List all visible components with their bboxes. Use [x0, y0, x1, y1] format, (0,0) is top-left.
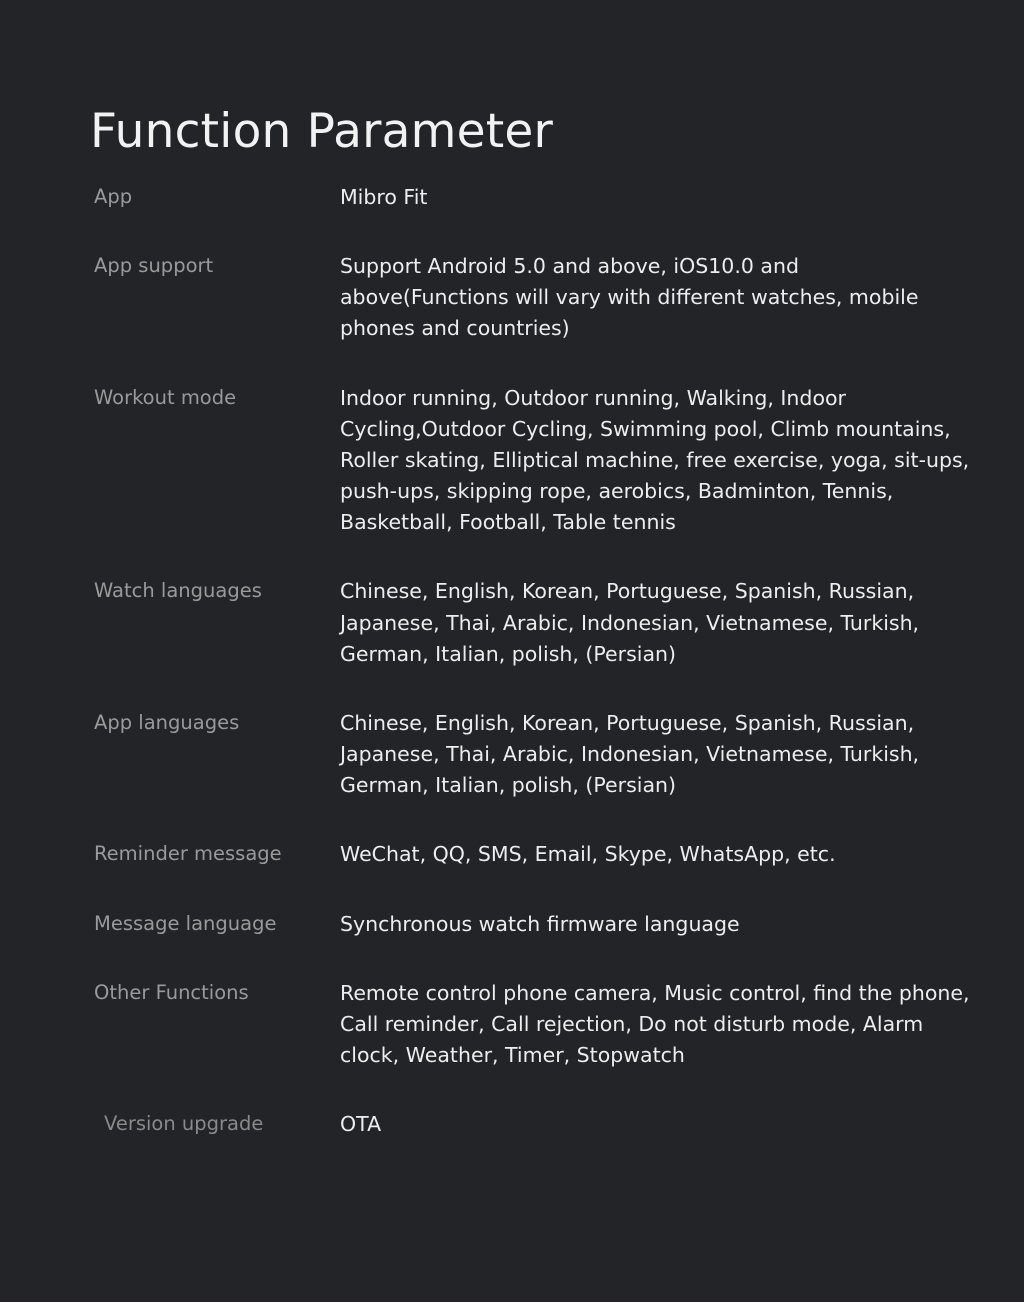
table-row: [94, 909, 974, 978]
spec-value-app-support: Support Android 5.0 and above, iOS10.0 and above(Functions will vary with different watches, mobile phones and countries): [340, 254, 919, 341]
spec-label-workout-mode: Workout mode: [94, 385, 237, 409]
spec-value-app: Mibro Fit: [340, 185, 428, 209]
table-row: [94, 383, 974, 577]
spec-value-other-functions: Remote control phone camera, Music control, find the phone, Call reminder, Call rejection, Do not disturb mode, Alarm clock, Weather, Timer, Stopwatch: [340, 980, 970, 1067]
specification-table: [94, 182, 974, 1140]
spec-value-version-upgrade: OTA: [340, 1112, 382, 1137]
spec-label-version-upgrade: Version upgrade: [104, 1112, 264, 1136]
spec-label-watch-languages: Watch languages: [94, 579, 262, 603]
spec-label-app-support: App support: [94, 254, 214, 278]
spec-label-app: App: [94, 185, 133, 208]
spec-value-app-languages: Chinese, English, Korean, Portuguese, Spanish, Russian, Japanese, Thai, Arabic, Indonesian, Vietnamese, Turkish, German, Italian, polish, (Persian): [340, 710, 920, 798]
spec-value-message-language: Synchronous watch firmware language: [340, 911, 740, 936]
spec-label-app-languages: App languages: [94, 710, 240, 734]
table-row: [94, 708, 974, 839]
table-row: [94, 576, 974, 707]
spec-label-reminder-message: Reminder message: [94, 842, 282, 866]
table-row: [94, 251, 974, 382]
spec-value-reminder-message: WeChat, QQ, SMS, Email, Skype, WhatsApp, etc.: [340, 842, 836, 867]
spec-label-other-functions: Other Functions: [94, 980, 249, 1004]
spec-value-workout-mode: Indoor running, Outdoor running, Walking, Indoor Cycling,Outdoor Cycling, Swimming pool, Climb mountains, Roller skating, Elliptical machine, free exercise, yoga, sit-ups, push-ups, skipping rope, aerobics, Badminton, Tennis, Basketball, Football, Table tennis: [340, 385, 970, 535]
spec-value-watch-languages: Chinese, English, Korean, Portuguese, Spanish, Russian, Japanese, Thai, Arabic, Indonesian, Vietnamese, Turkish, German, Italian, polish, (Persian): [340, 579, 920, 666]
table-row: [94, 1109, 974, 1140]
page-title: Function Parameter: [90, 104, 553, 160]
specification-table-body: [94, 182, 974, 1140]
table-row: [94, 978, 974, 1109]
table-row: [94, 839, 974, 908]
spec-label-message-language: Message language: [94, 911, 277, 935]
table-row: [94, 182, 974, 251]
